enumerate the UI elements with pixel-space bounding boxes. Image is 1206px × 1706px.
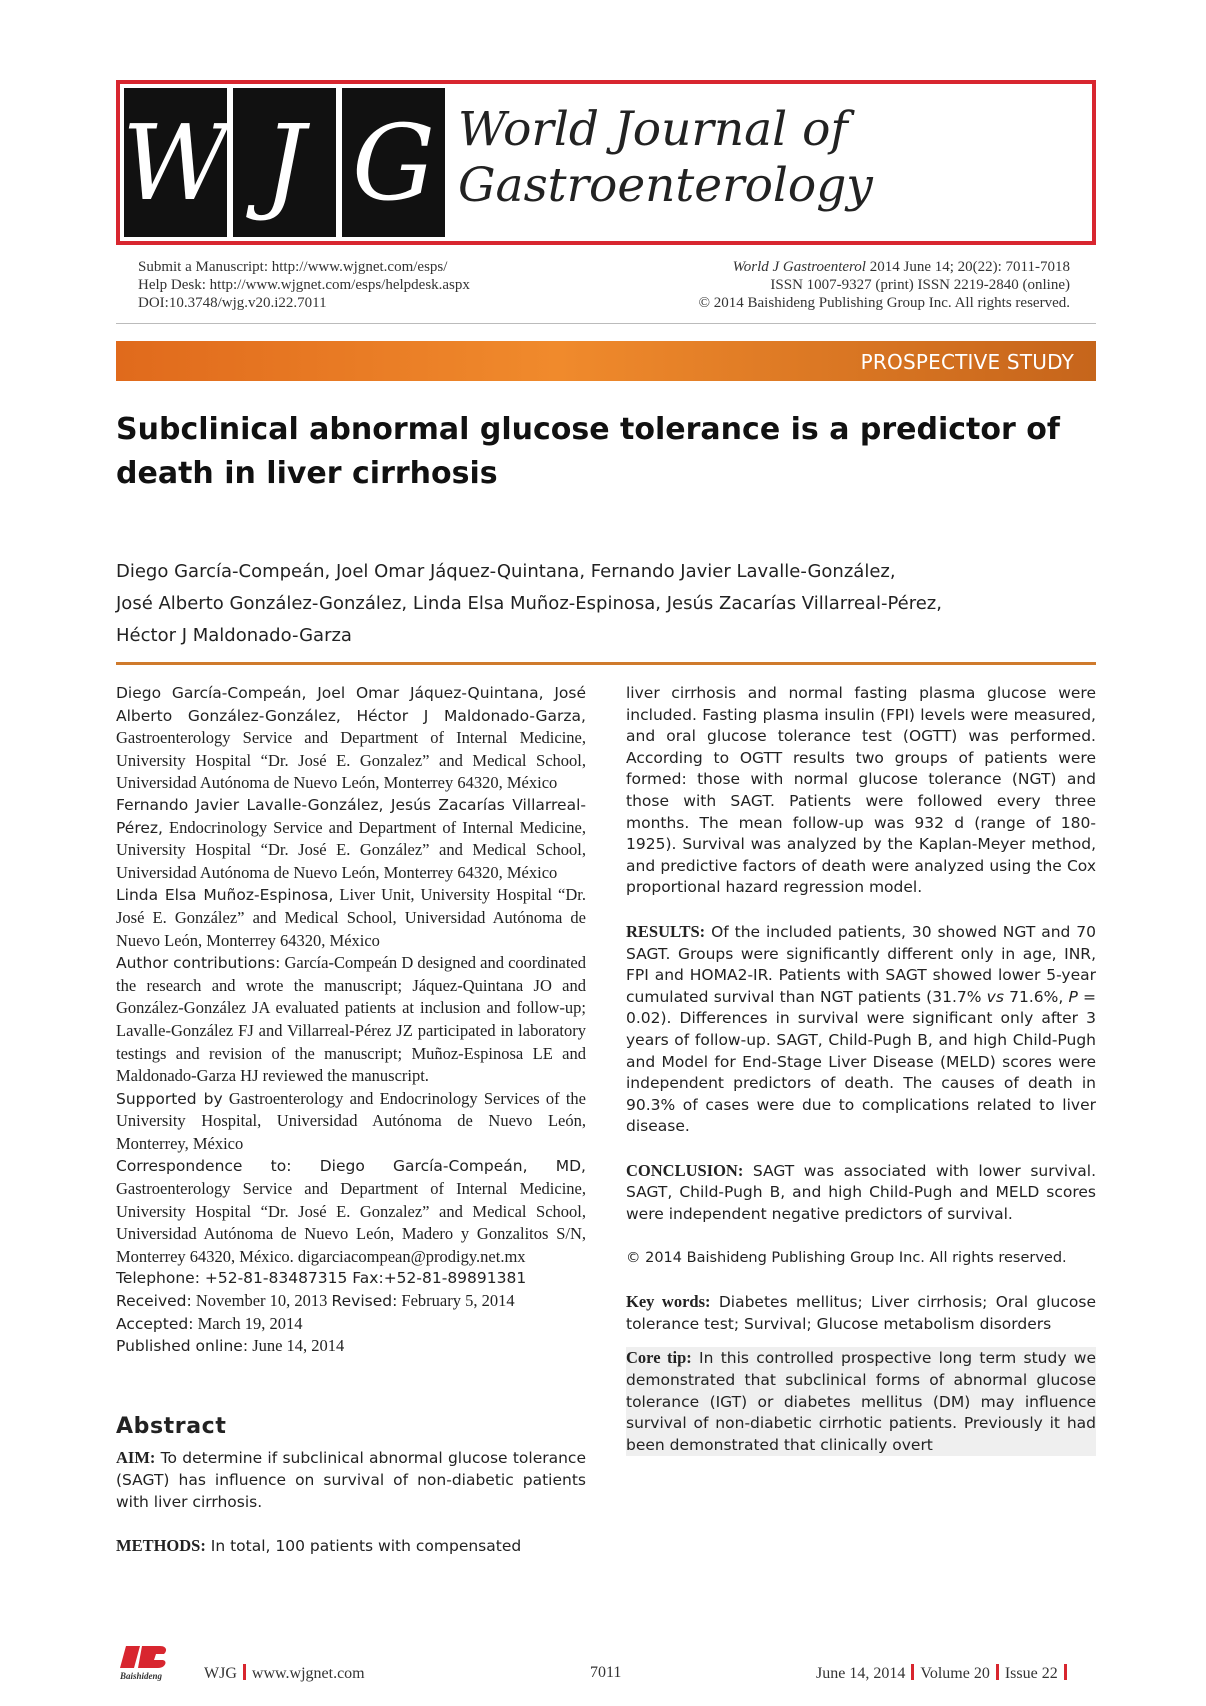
aim-label: AIM: xyxy=(116,1448,156,1468)
header-divider xyxy=(116,323,1096,324)
supported-label: Supported by xyxy=(116,1089,223,1108)
title-line-2: death in liver cirrhosis xyxy=(116,456,498,491)
affiliation-2-text: Endocrinology Service and Department of Internal Medicine, University Hospital “Dr. José E. González” and Medical School, Universidad Autónoma de Nuevo León, Monterrey 64320, México xyxy=(116,817,586,882)
logo-letter-w: W xyxy=(124,88,227,237)
methods-text: In total, 100 patients with compensated xyxy=(205,1537,522,1556)
keywords-label: Key words: xyxy=(626,1292,711,1312)
journal-name-line2: Gastroenterology xyxy=(458,158,873,213)
affiliation-3-names: Linda Elsa Muñoz-Espinosa, xyxy=(116,886,334,905)
logo-letter-g: G xyxy=(342,88,445,237)
spacer xyxy=(626,899,1096,921)
logo-letter-j: J xyxy=(233,88,336,237)
baishideng-logo-icon xyxy=(120,1642,182,1682)
coretip-label: Core tip: xyxy=(626,1348,692,1368)
conclusion-text: SAGT was associated with lower survival. SAGT, Child-Pugh B, and high Child-Pugh and MELD scores were independent negative predictors of survival. xyxy=(626,1161,1096,1224)
affiliation-2-names: Fernando Javier Lavalle-González, Jesús Zacarías Villarreal-Pérez, xyxy=(116,795,586,837)
correspondence xyxy=(116,1155,586,1268)
abstract-methods-continued: liver cirrhosis and normal fasting plasma glucose were included. Fasting plasma insulin (FPI) levels were measured, and oral glucose tolerance test (OGTT) was performed. According to OGTT results two groups of patients were formed: those with normal glucose tolerance (NGT) and those with SAGT. Patients were followed every three months. The mean follow-up was 932 d (range of 180-1925). Survival was analyzed by the Kaplan-Meyer method, and predictive factors of death were analyzed using the Cox proportional hazard regression model. xyxy=(626,684,1096,897)
aim-text: To determine if subclinical abnormal glucose tolerance (SAGT) has influence on survival of non-diabetic patients with liver cirrhosis. xyxy=(116,1449,586,1511)
results-text-c: = 0.02). Differences in survival were significant only after 3 years of follow-up. SAGT, Child-Pugh B, and high Child-Pugh and Model for End-Stage Liver Disease (MELD) scores were independent predictors of death. The causes of death in 90.3% of cases were due to complications related to liver disease. xyxy=(626,987,1096,1136)
abstract-aim xyxy=(116,1447,586,1513)
correspondence-text: Gastroenterology Service and Department of Internal Medicine, University Hospital “Dr. José E. Gonzalez” and Medical School, Universidad Autónoma de Nuevo León, Madero y Gonzalitos S/N, Monterrey 64320, México. digarciacompean@prodigy.net.mx xyxy=(116,1179,586,1266)
key-words xyxy=(626,1291,1096,1335)
page-number: 7011 xyxy=(590,1664,622,1681)
footer-separator xyxy=(243,1664,246,1680)
journal-name-line1: World Journal of xyxy=(458,102,848,157)
spacer xyxy=(116,1513,586,1535)
footer-website[interactable]: www.wjgnet.com xyxy=(251,1665,365,1682)
results-vs: vs xyxy=(986,987,1004,1006)
affiliation-1-text: Gastroenterology Service and Department of Internal Medicine, University Hospital “Dr. José E. Gonzalez” and Medical School, Universidad Autónoma de Nuevo León, Monterrey 64320, México xyxy=(116,728,586,793)
issn-text: ISSN 1007-9327 (print) ISSN 2219-2840 (online) xyxy=(770,277,1070,293)
published-label: Published online: xyxy=(116,1337,249,1356)
footer-separator xyxy=(1064,1664,1067,1680)
authors-line-2: José Alberto González-González, Linda Elsa Muñoz-Espinosa, Jesús Zacarías Villarreal-Pérez, xyxy=(116,593,942,614)
right-column xyxy=(626,683,1096,1456)
authors-line-3: Héctor J Maldonado-Garza xyxy=(116,625,352,646)
published-date: June 14, 2014 xyxy=(248,1336,345,1356)
telephone-fax: Telephone: +52-81-83487315 Fax:+52-81-89891381 xyxy=(116,1269,527,1288)
left-column xyxy=(116,683,586,1558)
results-p: P xyxy=(1068,987,1078,1006)
affiliation-1-names: Diego García-Compeán, Joel Omar Jáquez-Quintana, José Alberto González-González, Héctor J Maldonado-Garza, xyxy=(116,684,586,725)
conclusion-label: CONCLUSION: xyxy=(626,1160,744,1180)
journal-masthead xyxy=(116,80,1096,245)
abstract-methods-start xyxy=(116,1535,586,1558)
contributions-text: García-Compeán D designed and coordinated the research and wrote the manuscript; Jáquez-Quintana JO and González-González JA evaluated patients at inclusion and follow-up; Lavalle-González FJ and Villarreal-Pérez JZ participated in laboratory testings and revision of the manuscript; Muñoz-Espinosa LE and Maldonado-Garza HJ reviewed the manuscript. xyxy=(116,953,586,1086)
footer-volume: Volume 20 xyxy=(920,1665,990,1682)
supported-text: Gastroenterology and Endocrinology Services of the University Hospital, Universidad Autónoma de Nuevo León, Monterrey, México xyxy=(116,1088,586,1153)
affiliation-1 xyxy=(116,683,586,795)
journal-logo xyxy=(124,88,446,237)
footer-separator xyxy=(911,1664,914,1680)
footer-issue-info xyxy=(816,1664,1073,1683)
supported-by xyxy=(116,1088,586,1156)
keywords-text: Diabetes mellitus; Liver cirrhosis; Oral glucose tolerance test; Survival; Glucose metabolism disorders xyxy=(626,1293,1096,1333)
revised-label: Revised: xyxy=(331,1292,398,1311)
submission-info xyxy=(138,258,470,312)
title-line-1: Subclinical abnormal glucose tolerance is a predictor of xyxy=(116,412,1060,447)
author-list xyxy=(116,556,1096,652)
helpdesk-link[interactable]: Help Desk: http://www.wjgnet.com/esps/helpdesk.aspx xyxy=(138,277,470,293)
affiliation-2 xyxy=(116,795,586,884)
contributions-label: Author contributions: xyxy=(116,954,281,973)
spacer xyxy=(626,1138,1096,1160)
correspondence-label: Correspondence to: Diego García-Compeán, MD, xyxy=(116,1157,586,1176)
accepted xyxy=(116,1313,586,1336)
core-tip xyxy=(626,1347,1096,1456)
article-title xyxy=(116,408,1076,496)
study-type-banner xyxy=(116,341,1096,381)
methods-label: METHODS: xyxy=(116,1536,206,1556)
abstract-conclusion xyxy=(626,1160,1096,1226)
doi-text: DOI:10.3748/wjg.v20.i22.7011 xyxy=(138,295,327,311)
results-text-a: Of the included patients, 30 showed NGT and 70 SAGT. Groups were significantly different only in age, INR, FPI and HOMA2-IR. Patients with SAGT showed lower 5-year cumulated survival than NGT patients (31.7% xyxy=(626,922,1096,1006)
abstract-results xyxy=(626,921,1096,1138)
header-copyright: © 2014 Baishideng Publishing Group Inc. All rights reserved. xyxy=(698,295,1070,311)
spacer xyxy=(626,1335,1096,1347)
spacer xyxy=(626,1269,1096,1291)
results-text-b: 71.6%, xyxy=(1003,987,1069,1006)
citation-line xyxy=(600,258,1070,276)
abstract-heading: Abstract xyxy=(116,1413,227,1439)
submit-link[interactable]: Submit a Manuscript: http://www.wjgnet.com/esps/ xyxy=(138,259,448,275)
accepted-label: Accepted: xyxy=(116,1314,194,1333)
authors-line-1: Diego García-Compeán, Joel Omar Jáquez-Quintana, Fernando Javier Lavalle-González, xyxy=(116,561,896,582)
received-label: Received: xyxy=(116,1292,192,1311)
footer-issue: Issue 22 xyxy=(1004,1665,1058,1682)
journal-name xyxy=(458,102,873,214)
footer-date: June 14, 2014 xyxy=(816,1665,906,1682)
author-contributions xyxy=(116,952,586,1088)
authors-divider xyxy=(116,662,1096,665)
footer-journal-abbrev: WJG xyxy=(204,1665,237,1682)
footer-journal xyxy=(204,1664,365,1683)
received-revised xyxy=(116,1290,586,1313)
spacer xyxy=(626,1226,1096,1248)
affiliation-3 xyxy=(116,884,586,952)
citation-journal: World J Gastroenterol xyxy=(732,259,866,275)
citation-details: 2014 June 14; 20(22): 7011-7018 xyxy=(865,259,1070,275)
accepted-date: March 19, 2014 xyxy=(193,1313,303,1333)
received-date: November 10, 2013 xyxy=(191,1291,332,1311)
revised-date: February 5, 2014 xyxy=(397,1291,515,1311)
footer-separator xyxy=(996,1664,999,1680)
abstract-copyright: © 2014 Baishideng Publishing Group Inc. All rights reserved. xyxy=(626,1249,1067,1266)
results-label: RESULTS: xyxy=(626,921,706,941)
citation-info xyxy=(600,258,1070,312)
affiliation-3-text: Liver Unit, University Hospital “Dr. José E. González” and Medical School, Universidad Autónoma de Nuevo León, Monterrey 64320, México xyxy=(116,885,586,950)
study-type-label: PROSPECTIVE STUDY xyxy=(860,350,1074,374)
publisher-logo-text: Baishideng xyxy=(120,1671,163,1681)
coretip-text: In this controlled prospective long term study we demonstrated that subclinical forms of abnormal glucose tolerance (IGT) or diabetes mellitus (DM) may influence survival of non-diabetic cirrhotic patients. Previously it had been demonstrated that clinically overt xyxy=(626,1349,1096,1454)
published-online xyxy=(116,1335,586,1358)
